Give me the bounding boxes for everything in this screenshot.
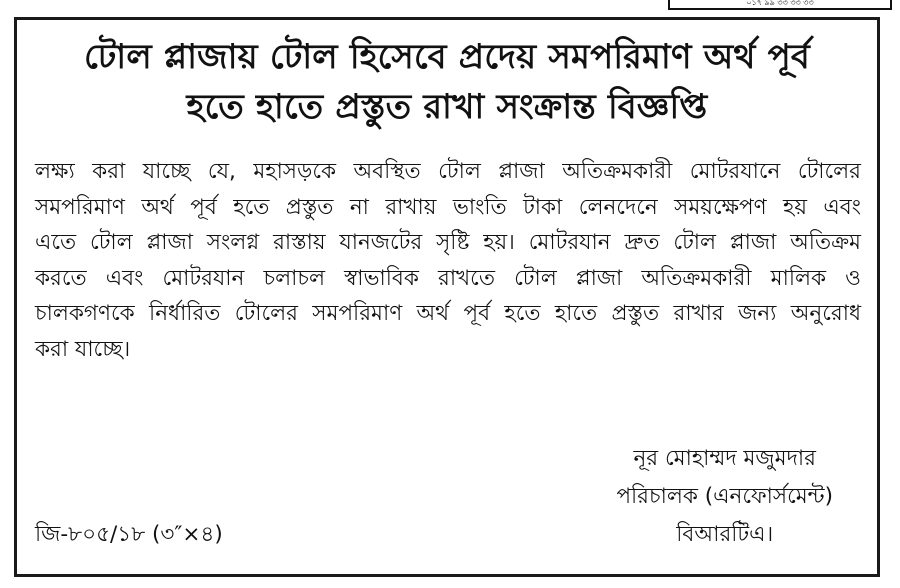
notice-body — [35, 154, 861, 367]
signatory-organization: বিআরটিএ। — [676, 522, 774, 547]
notice-body-line-5: চালকগণকে নির্ধারিত টোলের সমপরিমাণ অর্থ পূর্ব হতে হাতে প্রস্তুত রাখার জন্য অনুরোধ — [35, 301, 861, 326]
notice-title-line-2: হতে হাতে প্রস্তুত রাখা সংক্রান্ত বিজ্ঞপ্তি — [186, 87, 708, 127]
top-strip — [668, 0, 892, 10]
signature-block — [616, 440, 833, 554]
notice-body-line-1: লক্ষ্য করা যাচ্ছে যে, মহাসড়কে অবস্থিত টোল প্লাজা অতিক্রমকারী মোটরযানে টোলের — [35, 159, 861, 184]
reference-code: জি-৮০৫/১৮ (৩″×৪) — [35, 522, 223, 547]
signatory-name: নূর মোহাম্মদ মজুমদার — [633, 446, 816, 471]
signatory-designation: পরিচালক (এনফোর্সমেন্ট) — [616, 484, 833, 509]
notice-title-line-1: টোল প্লাজায় টোল হিসেবে প্রদেয় সমপরিমাণ অর্থ পূর্ব — [83, 37, 811, 77]
notice-body-line-6: করা যাচ্ছে। — [35, 336, 131, 362]
notice-body-line-3: এতে টোল প্লাজা সংলগ্ন রাস্তায় যানজটের সৃষ্টি হয়। মোটরযান দ্রুত টোল প্লাজা অতিক্রম — [35, 230, 861, 255]
notice-frame — [14, 17, 880, 577]
notice-title — [35, 32, 859, 132]
notice-body-line-2: সমপরিমাণ অর্থ পূর্ব হতে প্রস্তুত না রাখায় ভাংতি টাকা লেনদেনে সময়ক্ষেপণ হয় এবং — [35, 194, 861, 220]
notice-body-line-4: করতে এবং মোটরযান চলাচল স্বাভাবিক রাখতে টোল প্লাজা অতিক্রমকারী মালিক ও — [35, 265, 861, 291]
top-strip-text: ০১৭ ৯৯ ৩৩ ৩৩ ৩৩ — [746, 0, 814, 7]
